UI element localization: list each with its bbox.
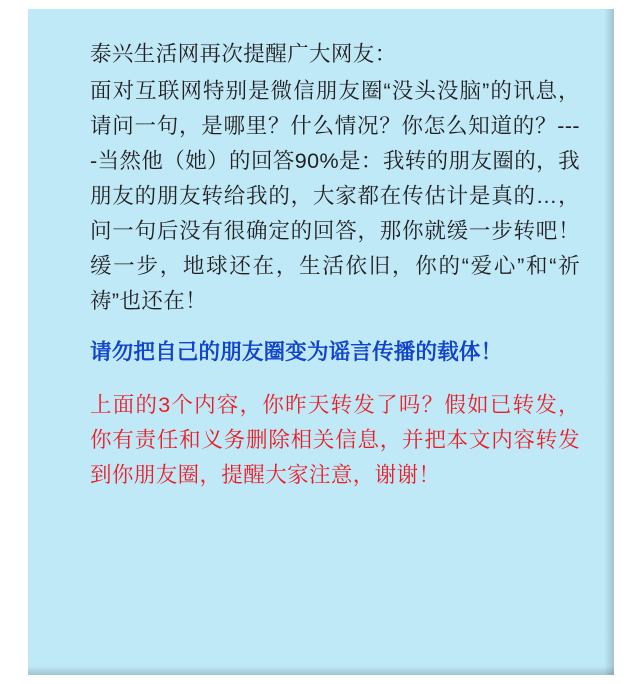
card-bottom-shadow xyxy=(28,666,614,675)
lead-paragraph: 泰兴生活网再次提醒广大网友： xyxy=(90,42,397,66)
poster-content xyxy=(28,9,614,675)
action-paragraph: 上面的3个内容，你昨天转发了吗？假如已转发，你有责任和义务删除相关信息，并把本文内容转发到你朋友圈，提醒大家注意，谢谢！ xyxy=(90,393,580,487)
body-paragraph: 面对互联网特别是微信朋友圈“没头没脑”的讯息，请问一句，是哪里？什么情况？你怎么知道的？----当然他（她）的回答90%是：我转的朋友圈的，我朋友的朋友转给我的，大家都在传估计是真的…，问一句后没有很确定的回答，那你就缓一步转吧！缓一步，地球还在，生活依旧，你的“爱心”和“祈祷”也还在！ xyxy=(90,79,580,313)
poster-card xyxy=(28,9,614,675)
warning-paragraph: 请勿把自己的朋友圈变为谣言传播的载体！ xyxy=(90,340,503,364)
card-right-shadow xyxy=(604,9,614,675)
